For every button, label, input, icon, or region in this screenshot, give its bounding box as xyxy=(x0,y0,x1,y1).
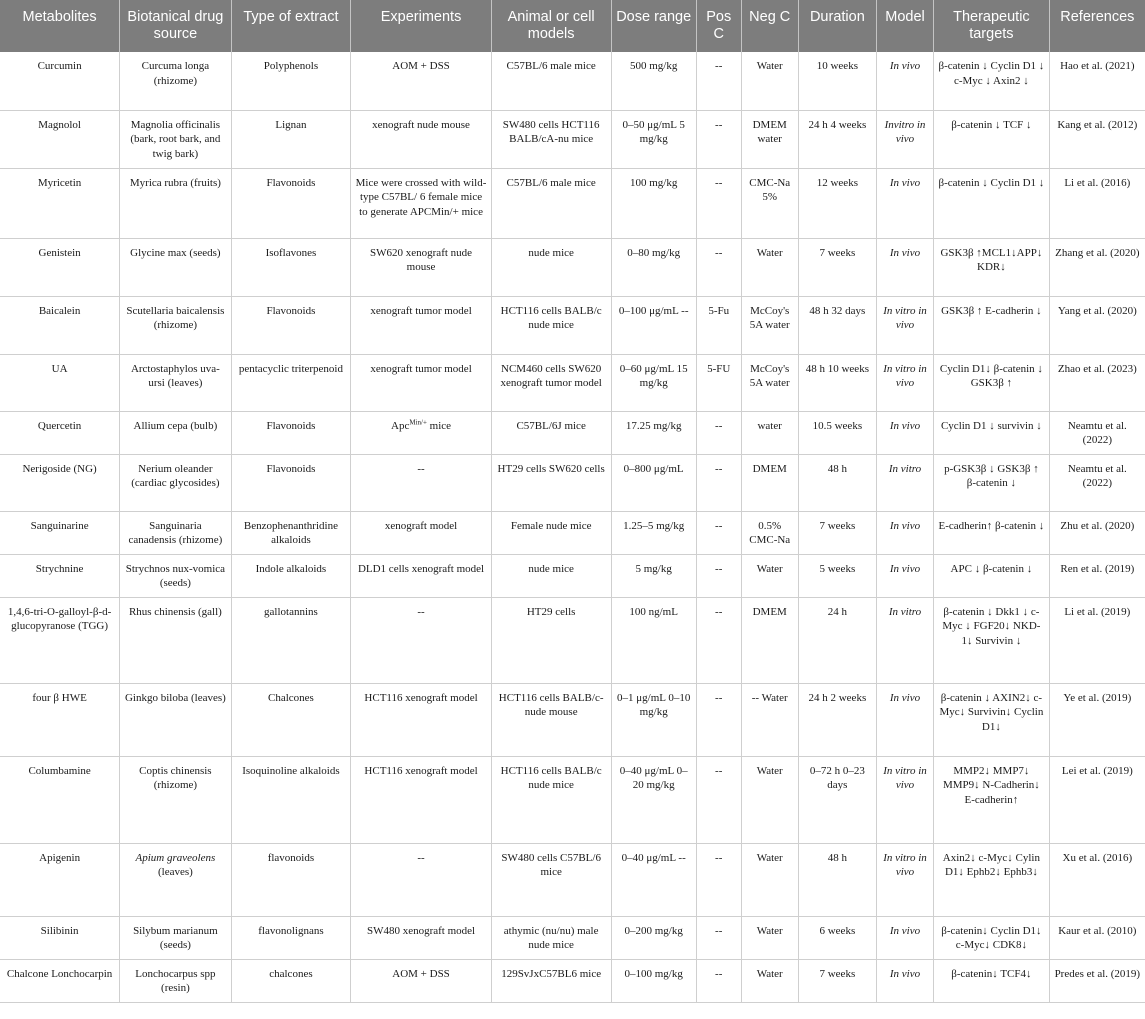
cell-extract: Flavonoids xyxy=(231,411,351,454)
cell-source: Silybum marianum (seeds) xyxy=(120,916,231,959)
cell-duration: 10 weeks xyxy=(798,52,876,110)
cell-pos-c: -- xyxy=(696,756,741,843)
cell-neg-c: Water xyxy=(741,756,798,843)
cell-extract: Isoflavones xyxy=(231,238,351,296)
cell-extract: Isoquinoline alkaloids xyxy=(231,756,351,843)
cell-experiments xyxy=(351,411,492,454)
cell-experiments: xenograft tumor model xyxy=(351,354,492,411)
cell-model: In vivo xyxy=(876,554,933,597)
cell-pos-c: 5-Fu xyxy=(696,296,741,354)
cell-model: In vitro in vivo xyxy=(876,296,933,354)
cell-dose: 500 mg/kg xyxy=(611,52,696,110)
cell-dose: 0–1 μg/mL 0–10 mg/kg xyxy=(611,683,696,756)
cell-model: In vivo xyxy=(876,411,933,454)
cell-metabolite: Columbamine xyxy=(0,756,120,843)
cell-extract: Chalcones xyxy=(231,683,351,756)
cell-extract: Flavonoids xyxy=(231,296,351,354)
cell-metabolite: Apigenin xyxy=(0,843,120,916)
cell-pos-c: -- xyxy=(696,554,741,597)
cell-dose: 0–40 μg/mL 0–20 mg/kg xyxy=(611,756,696,843)
cell-pos-c: -- xyxy=(696,683,741,756)
cell-model: In vitro xyxy=(876,454,933,511)
header-extract-type: Type of extract xyxy=(231,0,351,52)
cell-models: NCM460 cells SW620 xenograft tumor model xyxy=(491,354,611,411)
cell-duration: 24 h xyxy=(798,597,876,683)
cell-source xyxy=(120,843,231,916)
cell-reference: Zhang et al. (2020) xyxy=(1049,238,1145,296)
cell-targets: β-catenin ↓ Dkk1 ↓ c-Myc ↓ FGF20↓ NKD-1↓ Survivin ↓ xyxy=(934,597,1050,683)
cell-reference: Zhu et al. (2020) xyxy=(1049,511,1145,554)
cell-models: C57BL/6 male mice xyxy=(491,52,611,110)
cell-metabolite: Sanguinarine xyxy=(0,511,120,554)
cell-reference: Hao et al. (2021) xyxy=(1049,52,1145,110)
cell-duration: 12 weeks xyxy=(798,168,876,238)
cell-dose: 0–80 mg/kg xyxy=(611,238,696,296)
cell-extract: gallotannins xyxy=(231,597,351,683)
cell-metabolite: Curcumin xyxy=(0,52,120,110)
cell-duration: 48 h xyxy=(798,843,876,916)
cell-neg-c: Water xyxy=(741,916,798,959)
cell-neg-c: DMEM xyxy=(741,597,798,683)
cell-reference: Ren et al. (2019) xyxy=(1049,554,1145,597)
cell-reference: Kaur et al. (2010) xyxy=(1049,916,1145,959)
cell-dose: 0–50 μg/mL 5 mg/kg xyxy=(611,110,696,168)
cell-targets: β-catenin↓ TCF4↓ xyxy=(934,959,1050,1002)
table-row xyxy=(0,52,1145,110)
cell-models: HT29 cells xyxy=(491,597,611,683)
table-row xyxy=(0,554,1145,597)
cell-models: nude mice xyxy=(491,554,611,597)
cell-model: In vitro in vivo xyxy=(876,756,933,843)
cell-pos-c: -- xyxy=(696,597,741,683)
cell-source: Ginkgo biloba (leaves) xyxy=(120,683,231,756)
cell-dose: 0–40 μg/mL -- xyxy=(611,843,696,916)
cell-source: Arctostaphylos uva-ursi (leaves) xyxy=(120,354,231,411)
cell-duration: 24 h 2 weeks xyxy=(798,683,876,756)
cell-targets: β-catenin ↓ TCF ↓ xyxy=(934,110,1050,168)
cell-reference: Li et al. (2019) xyxy=(1049,597,1145,683)
cell-pos-c: 5-FU xyxy=(696,354,741,411)
cell-neg-c: water xyxy=(741,411,798,454)
cell-models: HT29 cells SW620 cells xyxy=(491,454,611,511)
cell-pos-c: -- xyxy=(696,959,741,1002)
cell-model: In vitro in vivo xyxy=(876,843,933,916)
cell-source: Coptis chinensis (rhizome) xyxy=(120,756,231,843)
table-row xyxy=(0,683,1145,756)
cell-neg-c: -- Water xyxy=(741,683,798,756)
header-neg-c: Neg C xyxy=(741,0,798,52)
cell-metabolite: Genistein xyxy=(0,238,120,296)
cell-source: Myrica rubra (fruits) xyxy=(120,168,231,238)
cell-model: In vivo xyxy=(876,959,933,1002)
cell-pos-c: -- xyxy=(696,411,741,454)
cell-extract: Benzophenanthridine alkaloids xyxy=(231,511,351,554)
cell-metabolite: four β HWE xyxy=(0,683,120,756)
cell-dose: 0–800 μg/mL xyxy=(611,454,696,511)
cell-experiments: -- xyxy=(351,597,492,683)
cell-extract: flavonoids xyxy=(231,843,351,916)
cell-targets: Cyclin D1↓ β-catenin ↓ GSK3β ↑ xyxy=(934,354,1050,411)
cell-metabolite: UA xyxy=(0,354,120,411)
cell-targets: MMP2↓ MMP7↓ MMP9↓ N-Cadherin↓ E-cadherin↑ xyxy=(934,756,1050,843)
cell-neg-c: McCoy's 5A water xyxy=(741,296,798,354)
cell-pos-c: -- xyxy=(696,916,741,959)
cell-neg-c: Water xyxy=(741,52,798,110)
experiments-tail: mice xyxy=(426,419,452,432)
table-row xyxy=(0,168,1145,238)
cell-metabolite: Nerigoside (NG) xyxy=(0,454,120,511)
cell-targets: β-catenin↓ Cyclin D1↓ c-Myc↓ CDK8↓ xyxy=(934,916,1050,959)
table-row xyxy=(0,110,1145,168)
experiments-superscript: Min/+ xyxy=(409,417,427,426)
cell-extract: pentacyclic triterpenoid xyxy=(231,354,351,411)
cell-source: Sanguinaria canadensis (rhizome) xyxy=(120,511,231,554)
cell-targets: Axin2↓ c-Myc↓ Cylin D1↓ Ephb2↓ Ephb3↓ xyxy=(934,843,1050,916)
cell-duration: 7 weeks xyxy=(798,238,876,296)
cell-dose: 100 ng/mL xyxy=(611,597,696,683)
table-row xyxy=(0,296,1145,354)
cell-pos-c: -- xyxy=(696,238,741,296)
table-row xyxy=(0,916,1145,959)
table-row xyxy=(0,454,1145,511)
cell-neg-c: 0.5% CMC-Na xyxy=(741,511,798,554)
cell-source: Curcuma longa (rhizome) xyxy=(120,52,231,110)
cell-duration: 6 weeks xyxy=(798,916,876,959)
cell-reference: Ye et al. (2019) xyxy=(1049,683,1145,756)
cell-duration: 7 weeks xyxy=(798,511,876,554)
cell-neg-c: Water xyxy=(741,554,798,597)
table-row xyxy=(0,756,1145,843)
table-row xyxy=(0,843,1145,916)
cell-experiments: SW480 xenograft model xyxy=(351,916,492,959)
cell-dose: 5 mg/kg xyxy=(611,554,696,597)
cell-targets: β-catenin ↓ Cyclin D1 ↓ c-Myc ↓ Axin2 ↓ xyxy=(934,52,1050,110)
cell-model: In vitro xyxy=(876,597,933,683)
header-references: References xyxy=(1049,0,1145,52)
cell-experiments: HCT116 xenograft model xyxy=(351,756,492,843)
experiments-main: Apc xyxy=(391,419,410,432)
cell-extract: Indole alkaloids xyxy=(231,554,351,597)
cell-model: Invitro in vivo xyxy=(876,110,933,168)
cell-metabolite: Strychnine xyxy=(0,554,120,597)
cell-metabolite: Myricetin xyxy=(0,168,120,238)
cell-source: Glycine max (seeds) xyxy=(120,238,231,296)
cell-targets: GSK3β ↑ E-cadherin ↓ xyxy=(934,296,1050,354)
table-row xyxy=(0,597,1145,683)
cell-duration: 5 weeks xyxy=(798,554,876,597)
cell-models: SW480 cells HCT116 BALB/cA-nu mice xyxy=(491,110,611,168)
header-drug-source: Biotanical drug source xyxy=(120,0,231,52)
header-row xyxy=(0,0,1145,52)
cell-extract: Lignan xyxy=(231,110,351,168)
cell-metabolite: Quercetin xyxy=(0,411,120,454)
cell-experiments: -- xyxy=(351,454,492,511)
cell-pos-c: -- xyxy=(696,511,741,554)
table-row xyxy=(0,411,1145,454)
cell-models: Female nude mice xyxy=(491,511,611,554)
header-duration: Duration xyxy=(798,0,876,52)
header-model: Model xyxy=(876,0,933,52)
cell-extract: Flavonoids xyxy=(231,454,351,511)
cell-extract: flavonolignans xyxy=(231,916,351,959)
cell-targets: p-GSK3β ↓ GSK3β ↑ β-catenin ↓ xyxy=(934,454,1050,511)
cell-dose: 1.25–5 mg/kg xyxy=(611,511,696,554)
cell-models: nude mice xyxy=(491,238,611,296)
cell-targets: E-cadherin↑ β-catenin ↓ xyxy=(934,511,1050,554)
cell-model: In vivo xyxy=(876,916,933,959)
cell-model: In vivo xyxy=(876,168,933,238)
cell-neg-c: CMC-Na 5% xyxy=(741,168,798,238)
cell-dose: 0–200 mg/kg xyxy=(611,916,696,959)
cell-source: Scutellaria baicalensis (rhizome) xyxy=(120,296,231,354)
cell-source: Magnolia officinalis (bark, root bark, and twig bark) xyxy=(120,110,231,168)
header-metabolites: Metabolites xyxy=(0,0,120,52)
cell-neg-c: DMEM water xyxy=(741,110,798,168)
table-row xyxy=(0,238,1145,296)
cell-source: Rhus chinensis (gall) xyxy=(120,597,231,683)
cell-pos-c: -- xyxy=(696,454,741,511)
cell-metabolite: Baicalein xyxy=(0,296,120,354)
cell-dose: 17.25 mg/kg xyxy=(611,411,696,454)
cell-experiments: SW620 xenograft nude mouse xyxy=(351,238,492,296)
cell-targets: Cyclin D1 ↓ survivin ↓ xyxy=(934,411,1050,454)
header-models: Animal or cell models xyxy=(491,0,611,52)
source-part: (leaves) xyxy=(157,866,193,879)
cell-model: In vivo xyxy=(876,511,933,554)
cell-source: Nerium oleander (cardiac glycosides) xyxy=(120,454,231,511)
cell-models: C57BL/6 male mice xyxy=(491,168,611,238)
cell-experiments: AOM + DSS xyxy=(351,959,492,1002)
cell-source: Strychnos nux-vomica (seeds) xyxy=(120,554,231,597)
cell-source: Lonchocarpus spp (resin) xyxy=(120,959,231,1002)
cell-model: In vivo xyxy=(876,52,933,110)
cell-reference: Neamtu et al. (2022) xyxy=(1049,454,1145,511)
cell-reference: Zhao et al. (2023) xyxy=(1049,354,1145,411)
cell-experiments: Mice were crossed with wild-type C57BL/ 6 female mice to generate APCMin/+ mice xyxy=(351,168,492,238)
table-row xyxy=(0,354,1145,411)
cell-targets: β-catenin ↓ Cyclin D1 ↓ xyxy=(934,168,1050,238)
cell-targets: β-catenin ↓ AXIN2↓ c-Myc↓ Survivin↓ Cyclin D1↓ xyxy=(934,683,1050,756)
cell-models: HCT116 cells BALB/c-nude mouse xyxy=(491,683,611,756)
cell-pos-c: -- xyxy=(696,110,741,168)
cell-extract: Polyphenols xyxy=(231,52,351,110)
cell-metabolite: Silibinin xyxy=(0,916,120,959)
cell-dose: 0–100 mg/kg xyxy=(611,959,696,1002)
header-targets: Therapeutic targets xyxy=(934,0,1050,52)
cell-models: athymic (nu/nu) male nude mice xyxy=(491,916,611,959)
cell-experiments: xenograft model xyxy=(351,511,492,554)
cell-model: In vivo xyxy=(876,683,933,756)
cell-experiments: -- xyxy=(351,843,492,916)
cell-experiments: HCT116 xenograft model xyxy=(351,683,492,756)
header-experiments: Experiments xyxy=(351,0,492,52)
cell-dose: 0–100 μg/mL -- xyxy=(611,296,696,354)
cell-models: C57BL/6J mice xyxy=(491,411,611,454)
cell-models: SW480 cells C57BL/6 mice xyxy=(491,843,611,916)
cell-neg-c: Water xyxy=(741,238,798,296)
cell-models: 129SvJxC57BL6 mice xyxy=(491,959,611,1002)
cell-dose: 0–60 μg/mL 15 mg/kg xyxy=(611,354,696,411)
cell-neg-c: Water xyxy=(741,843,798,916)
cell-pos-c: -- xyxy=(696,52,741,110)
cell-reference: Yang et al. (2020) xyxy=(1049,296,1145,354)
cell-duration: 48 h 32 days xyxy=(798,296,876,354)
cell-experiments: DLD1 cells xenograft model xyxy=(351,554,492,597)
source-species: Apium graveolens xyxy=(135,851,216,864)
cell-extract: Flavonoids xyxy=(231,168,351,238)
cell-experiments: xenograft tumor model xyxy=(351,296,492,354)
cell-pos-c: -- xyxy=(696,843,741,916)
cell-experiments: AOM + DSS xyxy=(351,52,492,110)
cell-reference: Xu et al. (2016) xyxy=(1049,843,1145,916)
cell-reference: Kang et al. (2012) xyxy=(1049,110,1145,168)
cell-extract: chalcones xyxy=(231,959,351,1002)
cell-model: In vivo xyxy=(876,238,933,296)
cell-pos-c: -- xyxy=(696,168,741,238)
cell-models: HCT116 cells BALB/c nude mice xyxy=(491,756,611,843)
cell-metabolite: 1,4,6-tri-O-galloyl-β-d-glucopyranose (TGG) xyxy=(0,597,120,683)
cell-duration: 7 weeks xyxy=(798,959,876,1002)
cell-metabolite: Chalcone Lonchocarpin xyxy=(0,959,120,1002)
cell-experiments: xenograft nude mouse xyxy=(351,110,492,168)
cell-reference: Predes et al. (2019) xyxy=(1049,959,1145,1002)
cell-models: HCT116 cells BALB/c nude mice xyxy=(491,296,611,354)
cell-duration: 48 h xyxy=(798,454,876,511)
cell-duration: 24 h 4 weeks xyxy=(798,110,876,168)
cell-source: Allium cepa (bulb) xyxy=(120,411,231,454)
cell-duration: 10.5 weeks xyxy=(798,411,876,454)
cell-reference: Neamtu et al. (2022) xyxy=(1049,411,1145,454)
cell-model: In vitro in vivo xyxy=(876,354,933,411)
cell-dose: 100 mg/kg xyxy=(611,168,696,238)
cell-targets: GSK3β ↑MCL1↓APP↓ KDR↓ xyxy=(934,238,1050,296)
cell-reference: Lei et al. (2019) xyxy=(1049,756,1145,843)
table-row xyxy=(0,511,1145,554)
cell-targets: APC ↓ β-catenin ↓ xyxy=(934,554,1050,597)
cell-metabolite: Magnolol xyxy=(0,110,120,168)
cell-duration: 0–72 h 0–23 days xyxy=(798,756,876,843)
table-row xyxy=(0,959,1145,1002)
header-dose-range: Dose range xyxy=(611,0,696,52)
header-pos-c: Pos C xyxy=(696,0,741,52)
cell-reference: Li et al. (2016) xyxy=(1049,168,1145,238)
cell-neg-c: McCoy's 5A water xyxy=(741,354,798,411)
cell-neg-c: Water xyxy=(741,959,798,1002)
cell-duration: 48 h 10 weeks xyxy=(798,354,876,411)
cell-neg-c: DMEM xyxy=(741,454,798,511)
